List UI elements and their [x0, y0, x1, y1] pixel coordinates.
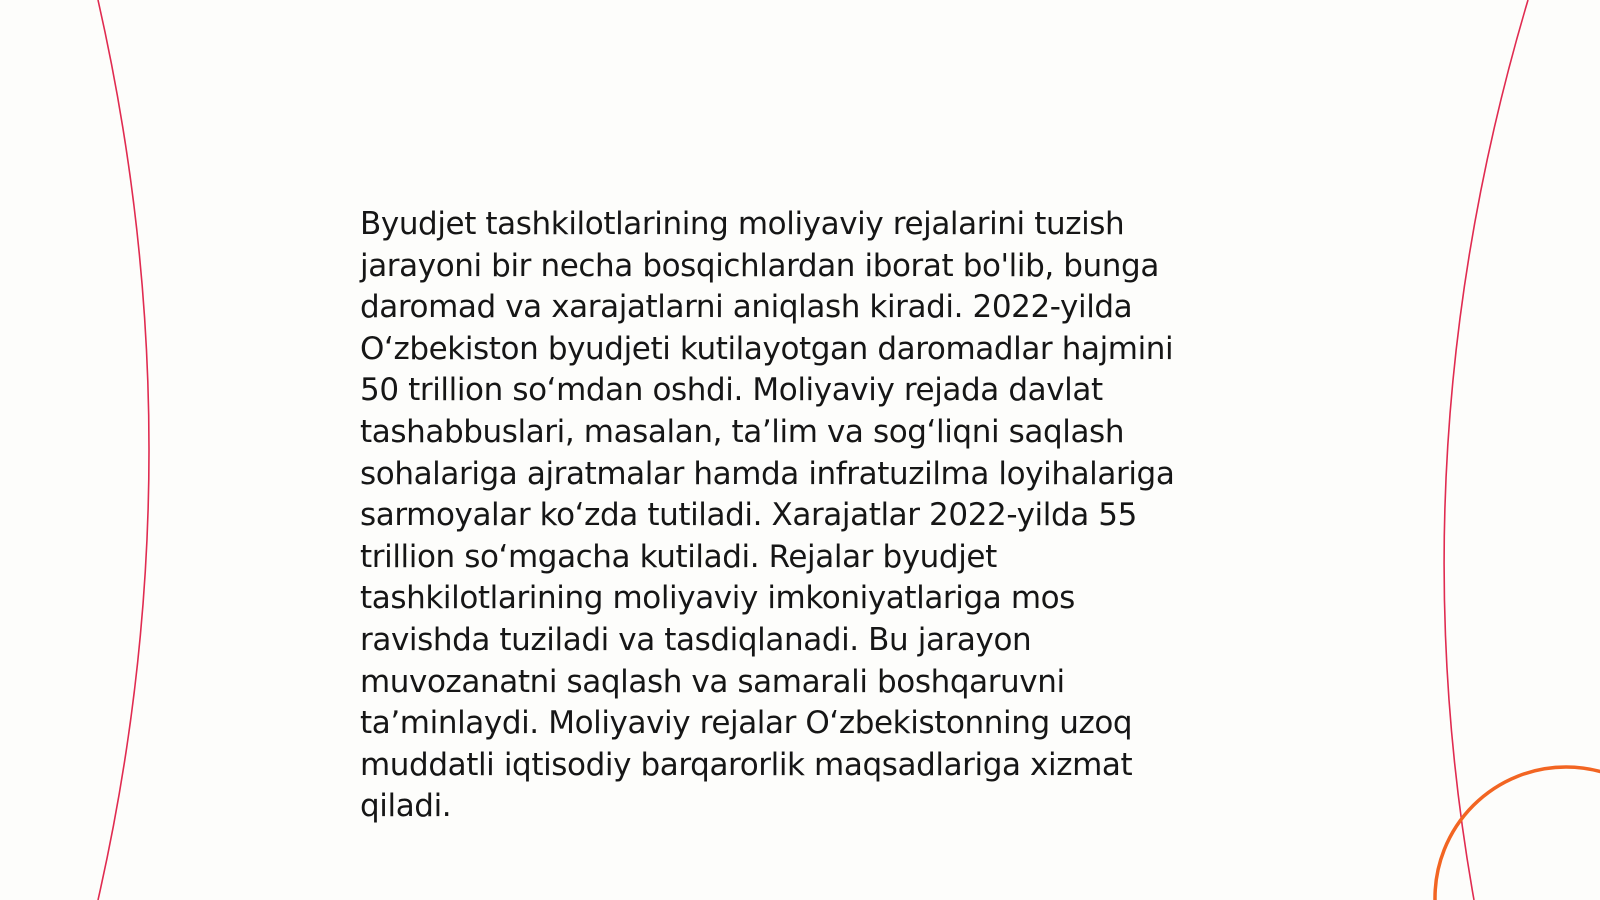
text-line: tashabbuslari, masalan, ta’lim va sog‘liqni saqlash — [360, 413, 1125, 450]
text-line: sarmoyalar ko‘zda tutiladi. Xarajatlar 2022-yilda 55 — [360, 497, 1137, 534]
text-line: qiladi. — [360, 788, 452, 825]
text-line: tashkilotlarining moliyaviy imkoniyatlariga mos — [360, 580, 1075, 617]
text-line: muddatli iqtisodiy barqarorlik maqsadlariga xizmat — [360, 746, 1133, 783]
text-line: ta’minlaydi. Moliyaviy rejalar O‘zbekistonning uzoq — [360, 705, 1133, 742]
text-line: ravishda tuziladi va tasdiqlanadi. Bu jarayon — [360, 621, 1032, 658]
left-arc-line — [98, 0, 149, 900]
text-line: jarayoni bir necha bosqichlardan iborat bo'lib, bunga — [360, 247, 1159, 284]
text-line: daromad va xarajatlarni aniqlash kiradi. 2022-yilda — [360, 289, 1133, 326]
text-line: O‘zbekiston byudjeti kutilayotgan daromadlar hajmini — [360, 330, 1174, 367]
text-line: sohalariga ajratmalar hamda infratuzilma loyihalariga — [360, 455, 1175, 492]
text-line: Byudjet tashkilotlarining moliyaviy rejalarini tuzish — [360, 206, 1125, 242]
right-arc-line — [1444, 0, 1528, 900]
text-line: trillion so‘mgacha kutiladi. Rejalar byudjet — [360, 538, 997, 575]
text-line: 50 trillion so‘mdan oshdi. Moliyaviy rejada davlat — [360, 372, 1103, 409]
orange-circle-outline — [1435, 767, 1600, 900]
body-paragraph — [360, 204, 1260, 828]
text-line: muvozanatni saqlash va samarali boshqaruvni — [360, 663, 1065, 700]
